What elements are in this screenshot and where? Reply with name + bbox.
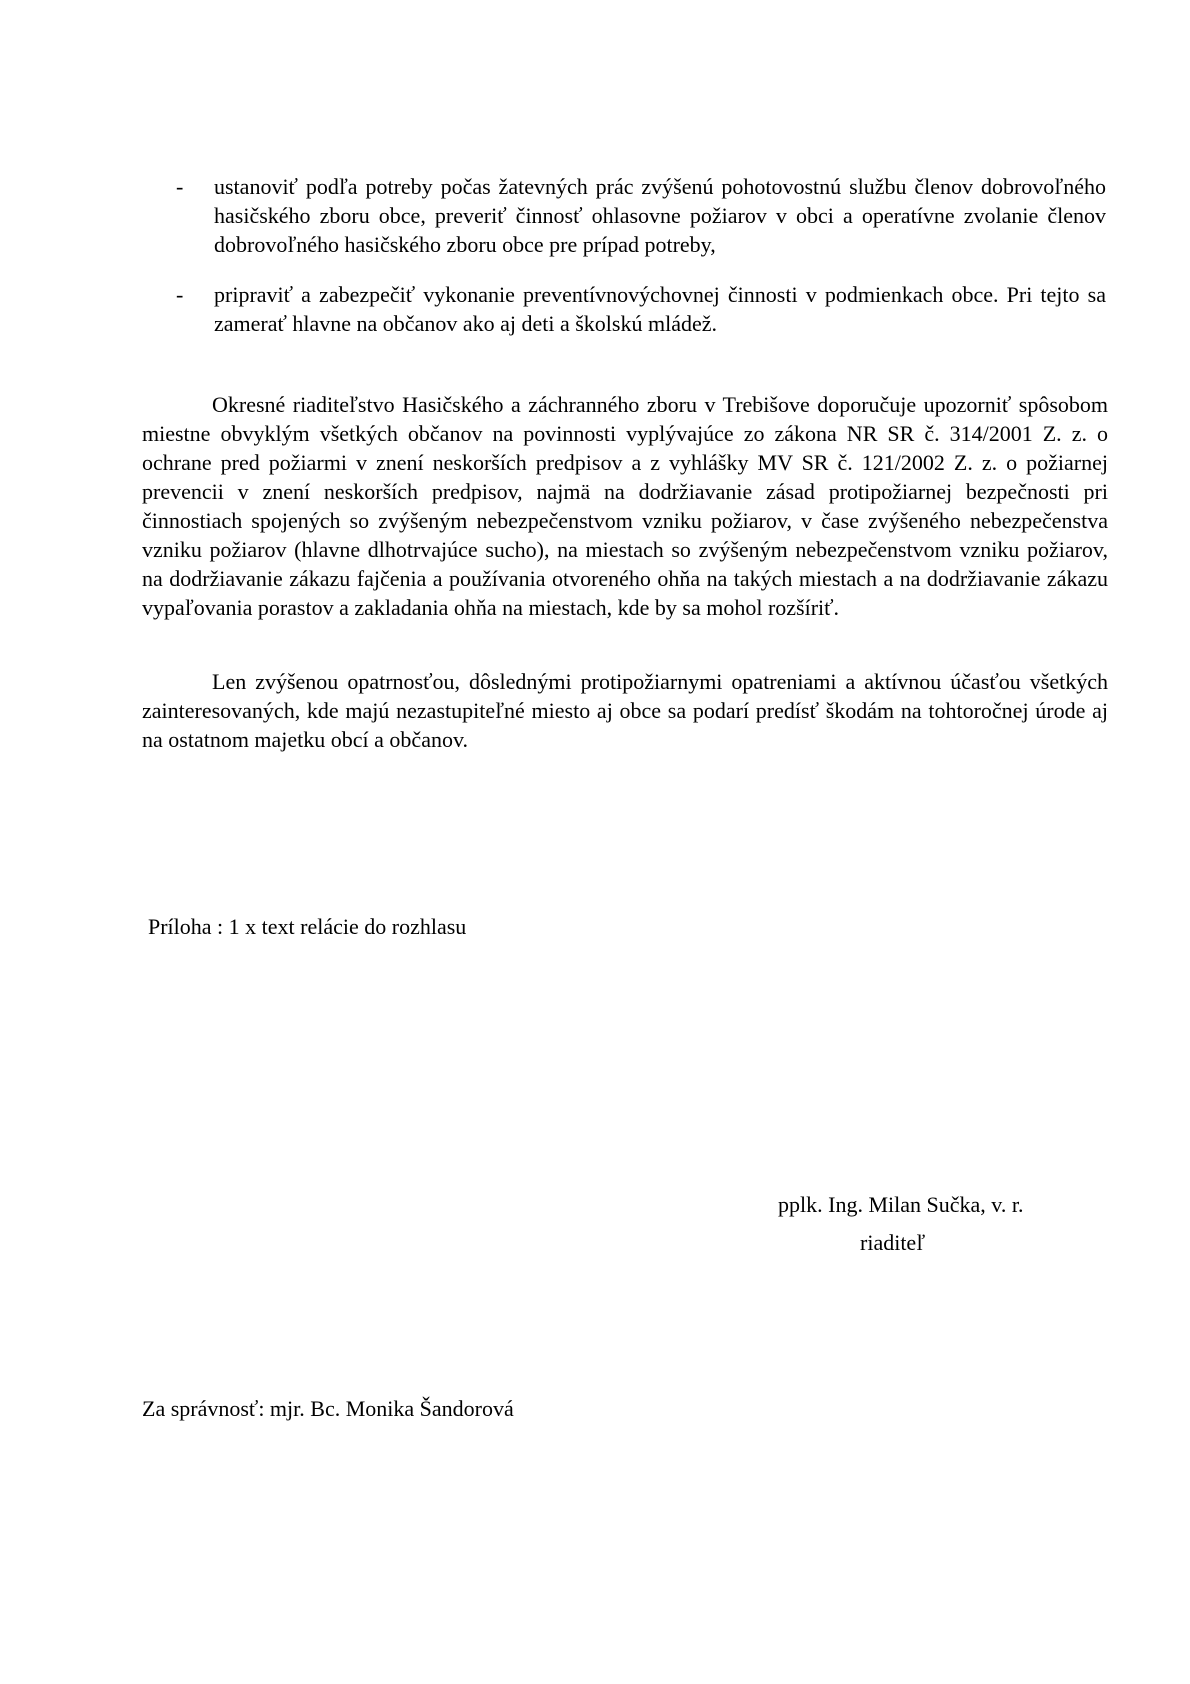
body-paragraph: Len zvýšenou opatrnosťou, dôslednými protipožiarnymi opatreniami a aktívnou účasťou všetkých zainteresovaných, kde majú nezastupiteľné miesto aj obce sa podarí predísť škodám na tohtoročnej úrode aj na ostatnom majetku obcí a občanov. xyxy=(142,669,1108,752)
body-paragraph: Okresné riaditeľstvo Hasičského a záchranného zboru v Trebišove doporučuje upozorniť spôsobom miestne obvyklým všetkých občanov na povinnosti vyplývajúce zo zákona NR SR č. 314/2001 Z. z. o ochrane pred požiarmi v znení neskorších predpisov a z vyhlášky MV SR č. 121/2002 Z. z. o požiarnej prevencii v znení neskorších predpisov, najmä na dodržiavanie zásad protipožiarnej bezpečnosti pri činnostiach spojených so zvýšeným nebezpečenstvom vzniku požiarov, v čase zvýšeného nebezpečenstva vzniku požiarov (hlavne dlhotrvajúce sucho), na miestach so zvýšeným nebezpečenstvom vzniku požiarov, na dodržiavanie zákazu fajčenia a používania otvoreného ohňa na takých miestach a na dodržiavanie zákazu vypaľovania porastov a zakladania ohňa na miestach, kde by sa mohol rozšíriť. xyxy=(142,392,1108,620)
signature-name: pplk. Ing. Milan Sučka, v. r. xyxy=(778,1192,1024,1217)
bullet-item xyxy=(176,280,1106,338)
bullet-dash: - xyxy=(176,174,184,199)
verification-note: Za správnosť: mjr. Bc. Monika Šandorová xyxy=(142,1396,514,1421)
bullet-item xyxy=(176,172,1106,259)
bullet-text: ustanoviť podľa potreby počas žatevných prác zvýšenú pohotovostnú službu členov dobrovoľného hasičského zboru obce, preveriť činnosť ohlasovne požiarov v obci a operatívne zvolanie členov dobrovoľného hasičského zboru obce pre prípad potreby, xyxy=(214,174,1106,257)
attachment-note: Príloha : 1 x text relácie do rozhlasu xyxy=(148,914,467,939)
signature-title: riaditeľ xyxy=(860,1230,926,1255)
bullet-dash: - xyxy=(176,282,184,307)
bullet-text: pripraviť a zabezpečiť vykonanie preventívnovýchovnej činnosti v podmienkach obce. Pri tejto sa zamerať hlavne na občanov ako aj deti a školskú mládež. xyxy=(214,282,1106,336)
